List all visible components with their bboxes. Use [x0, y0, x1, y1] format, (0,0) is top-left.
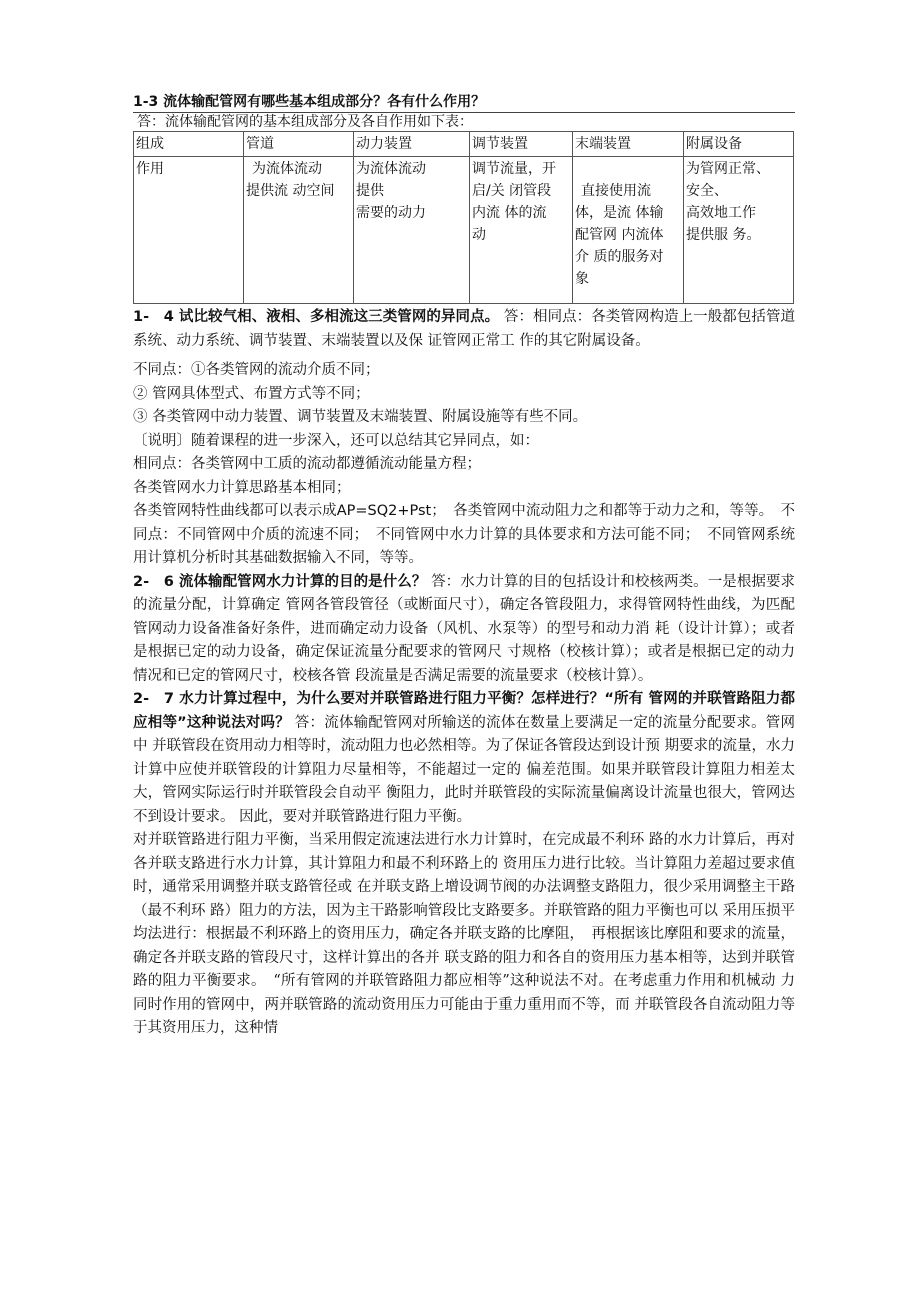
table-header-cell: 附属设备	[684, 132, 794, 157]
question-3-answer: 答：水力计算的目的包括设计和校核两类。一是根据要求的流量分配，计算确定 管网各管段管径（或断面尺寸），确定各管段阻力，求得管网特性曲线，为匹配 管网动力设备准备好条件，进而确定动力设备（风机、水泵等）的型号和动力消 耗（设计计算）；或者是根据已定的动力设备，确定保证流量分配要求的管网尺 寸规格（校核计算）；或者是根据已定的动力情况和已定的管网尺寸，校核各管 段流量是否满足需要的流量要求（校核计算）。	[133, 573, 795, 684]
cell-line: 提供服 务。	[686, 227, 761, 243]
table-row	[134, 157, 794, 304]
cell-line: 安全、	[686, 183, 728, 199]
cell-line: 配管网 内流体	[575, 227, 664, 243]
cell-line: 内流 体的流	[472, 205, 547, 221]
question-4-title: 2- 7 水力计算过程中，为什么要对并联管路进行阻力平衡？怎样进行？“所有 管网的并联管路阻力都应相等”这种说法对吗？	[133, 691, 795, 731]
table-cell-pipe	[244, 157, 354, 304]
cell-line: 提供	[356, 183, 384, 199]
difference-2: ② 管网具体型式、布置方式等不同；	[133, 385, 370, 402]
table-cell-regulation	[470, 157, 573, 304]
table-header-cell: 动力装置	[354, 132, 470, 157]
question-3-paragraph	[133, 571, 795, 689]
cell-line: 为管网正常、	[686, 161, 770, 177]
document-page	[133, 92, 795, 1041]
table-header-cell: 调节装置	[470, 132, 573, 157]
table-header-cell: 管道	[244, 132, 354, 157]
cell-line: 动	[472, 227, 486, 243]
cell-line: 启/关 闭管段	[472, 183, 552, 199]
cell-line: 体，是流 体输	[575, 205, 664, 221]
cell-line: 调节流量，开	[472, 161, 556, 177]
table-cell-power	[354, 157, 470, 304]
cell-line: 象	[575, 271, 589, 287]
question-1-intro: 答：流体输配管网的基本组成部分及各自作用如下表：	[133, 112, 795, 131]
row-label: 作用	[136, 161, 164, 177]
table-cell-terminal	[573, 157, 684, 304]
row-label-cell	[134, 157, 244, 304]
difference-1: 不同点：①各类管网的流动介质不同；	[133, 362, 380, 378]
question-4-answer: 答：流体输配管网对所输送的流体在数量上要满足一定的流量分配要求。管网中 并联管段在资用动力相等时，流动阻力也必然相等。为了保证各管段达到设计预 期要求的流量，水力计算中应使并联管段的计算阻力尽量相等，不能超过一定的 偏差范围。如果并联管段计算阻力相差太大，管网实际运行时并联管段会自动平 衡阻力，此时并联管段的实际流量偏离设计流量也很大，管网达不到设计要求。 因此，要对并联管路进行阻力平衡。	[133, 714, 796, 825]
cell-line: 介 质的服务对	[575, 249, 664, 265]
table-header-cell: 组成	[134, 132, 244, 157]
cell-line: 需要的动力	[356, 205, 426, 221]
table-header-row	[134, 132, 794, 157]
same-3-paragraph	[133, 500, 795, 571]
cell-line: 直接使用流	[581, 183, 651, 199]
question-1-title: 1-3 流体输配管网有哪些基本组成部分？各有什么作用？	[133, 94, 486, 110]
components-table	[133, 131, 794, 304]
question-3-title: 2- 6 流体输配管网水力计算的目的是什么？	[133, 573, 427, 590]
question-2-answer: 答：相同点：各类管网构造上一般都包括管道系统、动力系统、调节装置、末端装置以及保 证管网正常工 作的其它附属设备。	[133, 309, 796, 349]
cell-line: 为流体流动	[356, 161, 426, 177]
difference-3: ③ 各类管网中动力装置、调节装置及末端装置、附属设施等有些不同。	[133, 409, 588, 425]
table-header-cell: 末端装置	[573, 132, 684, 157]
question-4-paragraph-2: 对并联管路进行阻力平衡，当采用假定流速法进行水力计算时，在完成最不利环 路的水力计算后，再对各并联支路进行水力计算，其计算阻力和最不利环路上的 资用压力进行比较。当计算阻力差超过要求值时，通常采用调整并联支路管径或 在并联支路上增设调节阀的办法调整支路阻力，很少采用调整主干路（最不利环 路）阻力的方法，因为主干路影响管段比支路要多。并联管路的阻力平衡也可以 采用压损平均法进行：根据最不利环路上的资用压力，确定各并联支路的比摩阻， 再根据该比摩阻和要求的流量，确定各并联支路的管段尺寸，这样计算出的各并 联支路的阻力和各自的资用压力基本相等，达到并联管路的阻力平衡要求。 “所有管网的并联管路阻力都应相等”这种说法不对。在考虑重力作用和机械动 力同时作用的管网中，两并联管路的流动资用压力可能由于重力重用而不等，而 并联管段各自流动阻力等于其资用压力，这种情	[133, 832, 795, 1036]
same-1: 相同点：各类管网中工质的流动都遵循流动能量方程；	[133, 456, 481, 472]
question-2-title: 1- 4 试比较气相、液相、多相流这三类管网的异同点。	[133, 309, 500, 325]
formula: AP=SQ2+Pst	[336, 503, 432, 519]
same-2: 各类管网水力计算思路基本相同；	[133, 479, 351, 496]
cell-line: 为流体流动	[252, 161, 322, 177]
same-3-rest: ； 各类管网中流动阻力之和都等于动力之和，等等。 不同点：不同管网中介质的流速不同； 不同管网中水力计算的具体要求和方法可能不同； 不同管网系统用计算机分析时其基础数据输入不同，等等。	[133, 503, 795, 566]
question-2-paragraph	[133, 306, 795, 353]
same-3-prefix: 各类管网特性曲线都可以表示成	[133, 503, 337, 519]
cell-line	[575, 158, 681, 180]
cell-line: 提供流 动空间	[246, 183, 335, 199]
cell-line: 高效地工作	[686, 205, 756, 221]
table-cell-accessory	[684, 157, 794, 304]
question-4-paragraph	[133, 688, 795, 829]
note: 〔说明〕随着课程的进一步深入，还可以总结其它异同点，如：	[133, 432, 539, 449]
